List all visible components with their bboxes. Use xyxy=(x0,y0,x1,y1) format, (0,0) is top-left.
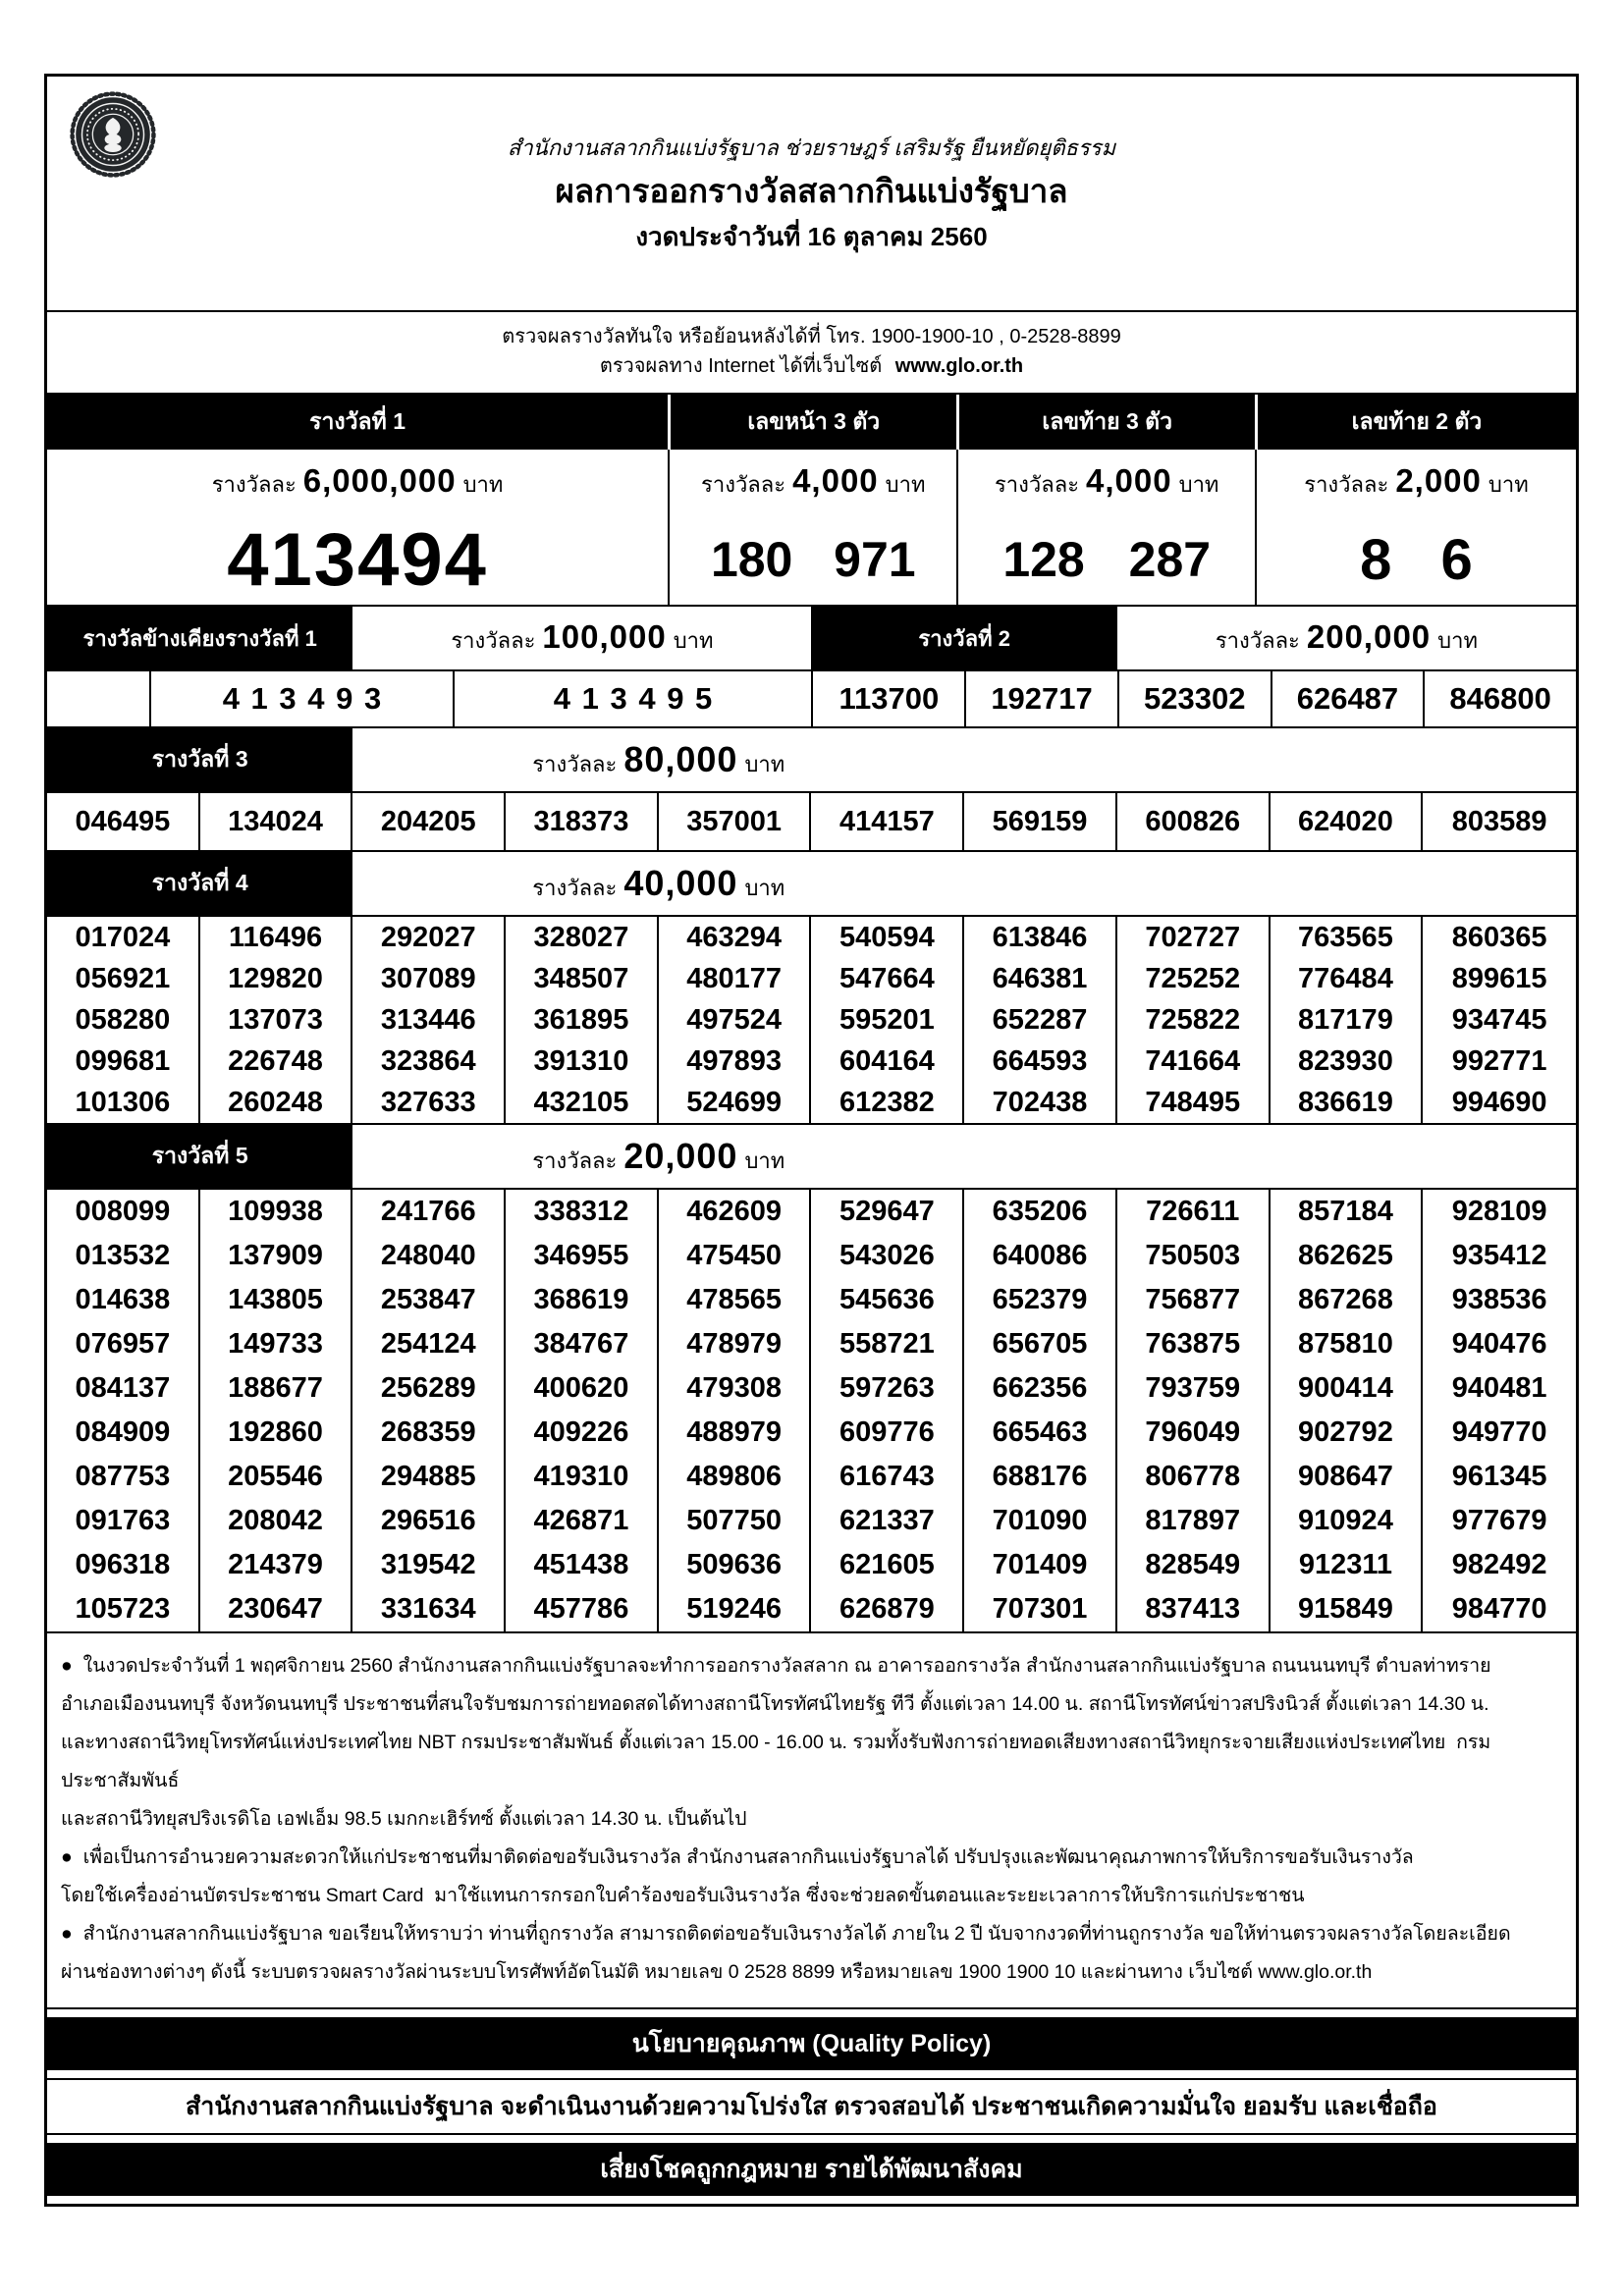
winning-number: 296516 xyxy=(352,1499,506,1543)
baht-label: บาท xyxy=(673,628,714,653)
header-text-block xyxy=(508,131,1115,257)
document-title: ผลการออกรางวัลสลากกินแบ่งรัฐบาล xyxy=(555,172,1068,209)
winning-number: 149733 xyxy=(200,1322,353,1366)
winning-number: 328027 xyxy=(506,917,659,958)
winning-number: 621605 xyxy=(811,1543,964,1587)
prize1-amount: 6,000,000 xyxy=(302,462,457,499)
winning-number: 134024 xyxy=(200,793,353,850)
winning-number: 319542 xyxy=(352,1543,506,1587)
winning-number: 507750 xyxy=(659,1499,812,1543)
front3-amount: 4,000 xyxy=(792,462,879,499)
winning-number: 208042 xyxy=(200,1499,353,1543)
winning-number: 910924 xyxy=(1271,1499,1424,1543)
per-prize-label: รางวัลละ xyxy=(532,1148,618,1173)
prize5-header: รางวัลที่ 5 xyxy=(47,1125,352,1188)
winning-number: 230647 xyxy=(200,1587,353,1631)
winning-number: 084137 xyxy=(47,1366,200,1411)
prize5-header-row xyxy=(47,1125,1576,1188)
winning-number: 912311 xyxy=(1271,1543,1424,1587)
winning-number: 338312 xyxy=(506,1190,659,1234)
adjacent-number: 4 1 3 4 9 3 xyxy=(149,671,452,726)
winning-number: 497524 xyxy=(659,999,812,1041)
spacer-cell xyxy=(47,671,149,726)
winning-number: 478565 xyxy=(659,1278,812,1322)
winning-number: 940481 xyxy=(1451,1372,1547,1404)
baht-label: บาท xyxy=(462,472,504,497)
winning-number: 702727 xyxy=(1117,917,1271,958)
winning-number: 248040 xyxy=(352,1234,506,1278)
winning-number: 616743 xyxy=(811,1455,964,1499)
winning-number: 137909 xyxy=(200,1234,353,1278)
winning-number: 908647 xyxy=(1271,1455,1424,1499)
winning-number: 817897 xyxy=(1117,1499,1271,1543)
winning-number: 254124 xyxy=(352,1322,506,1366)
winning-number: 087753 xyxy=(47,1455,200,1499)
winning-number: 313446 xyxy=(352,999,506,1041)
winning-number: 384767 xyxy=(506,1322,659,1366)
winning-number: 046495 xyxy=(47,793,200,850)
winning-number: 540594 xyxy=(811,917,964,958)
winning-number: 688176 xyxy=(964,1455,1117,1499)
prize3-header-row xyxy=(47,728,1576,791)
prize4-header: รางวัลที่ 4 xyxy=(47,852,352,915)
spacer xyxy=(964,1125,1576,1188)
adjacent-prize2-number-row xyxy=(47,669,1576,726)
winning-number: 076957 xyxy=(47,1322,200,1366)
front3-number: 180 xyxy=(710,532,793,587)
winning-number: 519246 xyxy=(659,1587,812,1631)
baht-label: บาท xyxy=(1437,628,1478,653)
prize2-number: 626487 xyxy=(1271,671,1424,726)
last3-header: เลขท้าย 3 ตัว xyxy=(956,395,1255,450)
winning-number: 558721 xyxy=(811,1322,964,1366)
quality-policy-text: สำนักงานสลากกินแบ่งรัฐบาล จะดำเนินงานด้วยความโปร่งใส ตรวจสอบได้ ประชาชนเกิดความมั่นใจ ยอมรับ และเชื่อถือ xyxy=(186,2093,1437,2120)
winning-number: 776484 xyxy=(1271,958,1424,999)
winning-number: 260248 xyxy=(200,1082,353,1123)
adjacent-prize-header: รางวัลข้างเคียงรางวัลที่ 1 xyxy=(47,607,352,669)
winning-number: 419310 xyxy=(506,1455,659,1499)
winning-number: 928109 xyxy=(1451,1196,1547,1227)
winning-number: 569159 xyxy=(964,793,1117,850)
winning-number: 529647 xyxy=(811,1190,964,1234)
prize4-numbers-grid xyxy=(47,915,1576,1123)
prize4-header-row xyxy=(47,852,1576,915)
top-prizes-amount-row xyxy=(47,450,1576,514)
per-prize-label: รางวัลละ xyxy=(451,628,536,653)
winning-number: 817179 xyxy=(1271,999,1424,1041)
winning-number: 915849 xyxy=(1271,1587,1424,1631)
winning-number: 875810 xyxy=(1271,1322,1424,1366)
per-prize-label: รางวัลละ xyxy=(1215,628,1300,653)
winning-number: 612382 xyxy=(811,1082,964,1123)
adjacent-amount: 100,000 xyxy=(542,618,667,655)
winning-number: 860365 xyxy=(1451,921,1547,953)
winning-number: 008099 xyxy=(47,1190,200,1234)
draw-date: งวดประจำวันที่ 16 ตุลาคม 2560 xyxy=(635,221,988,251)
winning-number: 192860 xyxy=(200,1411,353,1455)
last3-amount: 4,000 xyxy=(1086,462,1172,499)
winning-number: 547664 xyxy=(811,958,964,999)
winning-number: 597263 xyxy=(811,1366,964,1411)
winning-number: 084909 xyxy=(47,1411,200,1455)
adjacent-prize2-header-row xyxy=(47,605,1576,669)
winning-number: 977679 xyxy=(1451,1505,1547,1536)
note-line: โดยใช้เครื่องอ่านบัตรประชาชน Smart Card มาใช้แทนการกรอกใบคำร้องขอรับเงินรางวัล ซึ่งจะช่วยลดขั้นตอนและระยะเวลาการให้บริการแก่ประชาชน xyxy=(61,1885,1305,1906)
winning-number: 478979 xyxy=(659,1322,812,1366)
winning-number: 635206 xyxy=(964,1190,1117,1234)
per-prize-label: รางวัลละ xyxy=(1304,472,1389,497)
quality-policy-title: นโยบายคุณภาพ (Quality Policy) xyxy=(631,2030,992,2057)
front3-amount-cell xyxy=(668,450,956,514)
winning-number: 984770 xyxy=(1451,1593,1547,1625)
winning-number: 451438 xyxy=(506,1543,659,1587)
top-prizes-header-row xyxy=(47,395,1576,450)
winning-number: 105723 xyxy=(47,1587,200,1631)
winning-number: 604164 xyxy=(811,1041,964,1082)
document-header xyxy=(47,77,1576,310)
top-prizes-number-row xyxy=(47,514,1576,605)
winning-number: 652379 xyxy=(964,1278,1117,1322)
winning-number: 938536 xyxy=(1451,1284,1547,1315)
winning-number: 624020 xyxy=(1271,793,1424,850)
winning-number: 763875 xyxy=(1117,1322,1271,1366)
winning-number: 357001 xyxy=(659,793,812,850)
prize1-number: 413494 xyxy=(227,517,488,602)
prize4-section xyxy=(47,850,1576,1123)
prize3-amount-cell xyxy=(352,728,964,791)
winning-number: 934745 xyxy=(1451,1003,1547,1036)
winning-number: 595201 xyxy=(811,999,964,1041)
winning-number: 391310 xyxy=(506,1041,659,1082)
document-sheet xyxy=(44,74,1579,2207)
prize5-section xyxy=(47,1123,1576,1631)
winning-number: 056921 xyxy=(47,958,200,999)
winning-number: 292027 xyxy=(352,917,506,958)
winning-number: 116496 xyxy=(200,917,353,958)
prize2-number: 846800 xyxy=(1423,671,1576,726)
winning-number: 480177 xyxy=(659,958,812,999)
per-prize-label: รางวัลละ xyxy=(994,472,1080,497)
winning-number: 994690 xyxy=(1451,1086,1547,1118)
adjacent-and-prize2-section xyxy=(47,605,1576,726)
winning-number: 109938 xyxy=(200,1190,353,1234)
winning-number: 462609 xyxy=(659,1190,812,1234)
agency-motto: สำนักงานสลากกินแบ่งรัฐบาล ช่วยราษฎร์ เสริมรัฐ ยืนหยัดยุติธรรม xyxy=(507,134,1116,160)
internet-check-line xyxy=(47,351,1576,381)
quality-policy-statement xyxy=(47,2078,1576,2135)
prize1-header: รางวัลที่ 1 xyxy=(47,395,668,450)
per-prize-label: รางวัลละ xyxy=(532,751,618,776)
winning-number: 796049 xyxy=(1117,1411,1271,1455)
winning-number: 701090 xyxy=(964,1499,1117,1543)
per-prize-label: รางวัลละ xyxy=(701,472,786,497)
winning-number: 497893 xyxy=(659,1041,812,1082)
last2-amount: 2,000 xyxy=(1395,462,1482,499)
winning-number: 457786 xyxy=(506,1587,659,1631)
slogan-text: เสี่ยงโชคถูกกฎหมาย รายได้พัฒนาสังคม xyxy=(600,2156,1023,2183)
winning-number: 475450 xyxy=(659,1234,812,1278)
winning-number: 307089 xyxy=(352,958,506,999)
quality-policy-bar xyxy=(47,2017,1576,2070)
winning-number: 346955 xyxy=(506,1234,659,1278)
winning-number: 600826 xyxy=(1117,793,1271,850)
winning-number: 857184 xyxy=(1271,1190,1424,1234)
adjacent-amount-cell xyxy=(352,607,811,669)
winning-number: 409226 xyxy=(506,1411,659,1455)
baht-label: บาท xyxy=(744,1148,785,1173)
winning-number: 609776 xyxy=(811,1411,964,1455)
winning-number: 143805 xyxy=(200,1278,353,1322)
per-prize-label: รางวัลละ xyxy=(532,875,618,900)
note-line: อำเภอเมืองนนทบุรี จังหวัดนนทบุรี ประชาชนที่สนใจรับชมการถ่ายทอดสดได้ทางสถานีโทรทัศน์ไทยรัฐ ทีวี ตั้งแต่เวลา 14.00 น. สถานีโทรทัศน์ข่าวสปริงนิวส์ ตั้งแต่เวลา 14.30 น. xyxy=(61,1693,1489,1715)
prize2-number: 113700 xyxy=(811,671,964,726)
winning-number: 543026 xyxy=(811,1234,964,1278)
winning-number: 509636 xyxy=(659,1543,812,1587)
winning-number: 268359 xyxy=(352,1411,506,1455)
winning-number: 702438 xyxy=(964,1082,1117,1123)
prize4-amount: 40,000 xyxy=(623,862,738,903)
winning-number: 204205 xyxy=(352,793,506,850)
spacer xyxy=(964,852,1576,915)
winning-number: 646381 xyxy=(964,958,1117,999)
prize2-amount: 200,000 xyxy=(1306,618,1432,655)
winning-number: 982492 xyxy=(1451,1549,1547,1580)
winning-number: 837413 xyxy=(1117,1587,1271,1631)
winning-number: 524699 xyxy=(659,1082,812,1123)
winning-number: 662356 xyxy=(964,1366,1117,1411)
last3-numbers xyxy=(956,514,1255,605)
last3-number: 287 xyxy=(1128,532,1212,587)
prize3-amount: 80,000 xyxy=(623,738,738,779)
winning-number: 725252 xyxy=(1117,958,1271,999)
winning-number: 836619 xyxy=(1271,1082,1424,1123)
prize5-amount: 20,000 xyxy=(623,1135,738,1176)
last3-number: 128 xyxy=(1002,532,1085,587)
winning-number: 137073 xyxy=(200,999,353,1041)
winning-number: 613846 xyxy=(964,917,1117,958)
winning-number: 400620 xyxy=(506,1366,659,1411)
prize1-amount-cell xyxy=(47,450,668,514)
note-line: และทางสถานีวิทยุโทรทัศน์แห่งประเทศไทย NBT กรมประชาสัมพันธ์ ตั้งแต่เวลา 15.00 - 16.00 น. รวมทั้งรับฟังการถ่ายทอดเสียงทางสถานีวิทยุกระจายเสียงแห่งประเทศไทย กรมประชาสัมพันธ์ xyxy=(61,1732,1491,1791)
last2-amount-cell xyxy=(1255,450,1576,514)
last3-amount-cell xyxy=(956,450,1255,514)
prize5-amount-cell xyxy=(352,1125,964,1188)
winning-number: 099681 xyxy=(47,1041,200,1082)
prize2-number: 192717 xyxy=(964,671,1117,726)
winning-number: 621337 xyxy=(811,1499,964,1543)
notes-section xyxy=(47,1631,1576,2009)
prize5-numbers-grid xyxy=(47,1188,1576,1631)
winning-number: 899615 xyxy=(1451,962,1547,994)
baht-label: บาท xyxy=(885,472,926,497)
winning-number: 331634 xyxy=(352,1587,506,1631)
winning-number: 091763 xyxy=(47,1499,200,1543)
winning-number: 226748 xyxy=(200,1041,353,1082)
winning-number: 348507 xyxy=(506,958,659,999)
baht-label: บาท xyxy=(1488,472,1529,497)
winning-number: 665463 xyxy=(964,1411,1117,1455)
winning-number: 479308 xyxy=(659,1366,812,1411)
winning-number: 823930 xyxy=(1271,1041,1424,1082)
winning-number: 949770 xyxy=(1451,1416,1547,1448)
winning-number: 323864 xyxy=(352,1041,506,1082)
note-line: ผ่านช่องทางต่างๆ ดังนี้ ระบบตรวจผลรางวัลผ่านระบบโทรศัพท์อัตโนมัติ หมายเลข 0 2528 8899 หรือหมายเลข 1900 1900 10 และผ่านทาง เว็บไซต์ www.glo.or.th xyxy=(61,1961,1373,1983)
winning-number: 129820 xyxy=(200,958,353,999)
winning-number: 741664 xyxy=(1117,1041,1271,1082)
winning-number: 961345 xyxy=(1451,1461,1547,1492)
internet-check-text: ตรวจผลทาง Internet ได้ที่เว็บไซต์ xyxy=(599,355,883,377)
front3-number: 971 xyxy=(834,532,916,587)
winning-number: 294885 xyxy=(352,1455,506,1499)
note-line: และสถานีวิทยุสปริงเรดิโอ เอฟเอ็ม 98.5 เมกกะเฮิร์ทซ์ ตั้งแต่เวลา 14.30 น. เป็นต้นไป xyxy=(61,1808,747,1830)
winning-number: 992771 xyxy=(1451,1044,1547,1077)
winning-number: 626879 xyxy=(811,1587,964,1631)
winning-number: 253847 xyxy=(352,1278,506,1322)
slogan-bar xyxy=(47,2143,1576,2196)
winning-number: 763565 xyxy=(1271,917,1424,958)
front3-numbers xyxy=(668,514,956,605)
winning-number: 205546 xyxy=(200,1455,353,1499)
winning-number: 361895 xyxy=(506,999,659,1041)
prize2-header: รางวัลที่ 2 xyxy=(811,607,1116,669)
winning-number: 013532 xyxy=(47,1234,200,1278)
winning-number: 368619 xyxy=(506,1278,659,1322)
winning-number: 862625 xyxy=(1271,1234,1424,1278)
prize3-numbers-grid xyxy=(47,791,1576,850)
winning-number: 828549 xyxy=(1117,1543,1271,1587)
winning-number: 017024 xyxy=(47,917,200,958)
winning-number: 806778 xyxy=(1117,1455,1271,1499)
winning-number: 935412 xyxy=(1451,1240,1547,1271)
winning-number: 867268 xyxy=(1271,1278,1424,1322)
last2-header: เลขท้าย 2 ตัว xyxy=(1255,395,1576,450)
note-line: ● เพื่อเป็นการอำนวยความสะดวกให้แก่ประชาชนที่มาติดต่อขอรับเงินรางวัล สำนักงานสลากกินแบ่งรัฐบาลได้ ปรับปรุงและพัฒนาคุณภาพการให้บริการขอรับเงินรางวัล xyxy=(61,1846,1414,1868)
glo-seal-icon xyxy=(69,90,157,179)
winning-number: 058280 xyxy=(47,999,200,1041)
adjacent-number: 4 1 3 4 9 5 xyxy=(453,671,812,726)
winning-number: 652287 xyxy=(964,999,1117,1041)
winning-number: 756877 xyxy=(1117,1278,1271,1322)
winning-number: 640086 xyxy=(964,1234,1117,1278)
winning-number: 656705 xyxy=(964,1322,1117,1366)
winning-number: 426871 xyxy=(506,1499,659,1543)
winning-number: 803589 xyxy=(1451,805,1547,837)
winning-number: 241766 xyxy=(352,1190,506,1234)
glo-website-url: www.glo.or.th xyxy=(894,355,1024,377)
winning-number: 726611 xyxy=(1117,1190,1271,1234)
winning-number: 750503 xyxy=(1117,1234,1271,1278)
prize2-number: 523302 xyxy=(1117,671,1271,726)
prize3-section xyxy=(47,726,1576,850)
prize2-amount-cell xyxy=(1117,607,1576,669)
note-line: ● ในงวดประจำวันที่ 1 พฤศจิกายน 2560 สำนักงานสลากกินแบ่งรัฐบาลจะทำการออกรางวัลสลาก ณ อาคารออกรางวัล สำนักงานสลากกินแบ่งรัฐบาล ถนนนนทบุรี ตำบลท่าทราย xyxy=(61,1655,1491,1677)
winning-number: 701409 xyxy=(964,1543,1117,1587)
winning-number: 256289 xyxy=(352,1366,506,1411)
winning-number: 188677 xyxy=(200,1366,353,1411)
winning-number: 902792 xyxy=(1271,1411,1424,1455)
last2-number: 8 6 xyxy=(1255,514,1576,605)
phone-check-line: ตรวจผลรางวัลทันใจ หรือย้อนหลังได้ที่ โทร. 1900-1900-10 , 0-2528-8899 xyxy=(502,326,1121,347)
winning-number: 096318 xyxy=(47,1543,200,1587)
winning-number: 545636 xyxy=(811,1278,964,1322)
front3-header: เลขหน้า 3 ตัว xyxy=(668,395,956,450)
baht-label: บาท xyxy=(1178,472,1219,497)
winning-number: 793759 xyxy=(1117,1366,1271,1411)
winning-number: 488979 xyxy=(659,1411,812,1455)
top-prizes-section xyxy=(47,393,1576,605)
winning-number: 214379 xyxy=(200,1543,353,1587)
prize4-amount-cell xyxy=(352,852,964,915)
baht-label: บาท xyxy=(744,751,785,776)
winning-number: 748495 xyxy=(1117,1082,1271,1123)
per-prize-label: รางวัลละ xyxy=(211,472,297,497)
winning-number: 940476 xyxy=(1451,1328,1547,1360)
winning-number: 318373 xyxy=(506,793,659,850)
note-line: ● สำนักงานสลากกินแบ่งรัฐบาล ขอเรียนให้ทราบว่า ท่านที่ถูกรางวัล สามารถติดต่อขอรับเงินรางวัลได้ ภายใน 2 ปี นับจากงวดที่ท่านถูกรางวัล ขอให้ท่านตรวจผลรางวัลโดยละเอียด xyxy=(61,1923,1511,1945)
winning-number: 014638 xyxy=(47,1278,200,1322)
prize3-header: รางวัลที่ 3 xyxy=(47,728,352,791)
winning-number: 463294 xyxy=(659,917,812,958)
baht-label: บาท xyxy=(744,875,785,900)
winning-number: 725822 xyxy=(1117,999,1271,1041)
winning-number: 900414 xyxy=(1271,1366,1424,1411)
winning-number: 414157 xyxy=(811,793,964,850)
winning-number: 707301 xyxy=(964,1587,1117,1631)
winning-number: 101306 xyxy=(47,1082,200,1123)
contact-section xyxy=(47,310,1576,393)
spacer xyxy=(964,728,1576,791)
winning-number: 432105 xyxy=(506,1082,659,1123)
winning-number: 327633 xyxy=(352,1082,506,1123)
winning-number: 489806 xyxy=(659,1455,812,1499)
winning-number: 664593 xyxy=(964,1041,1117,1082)
